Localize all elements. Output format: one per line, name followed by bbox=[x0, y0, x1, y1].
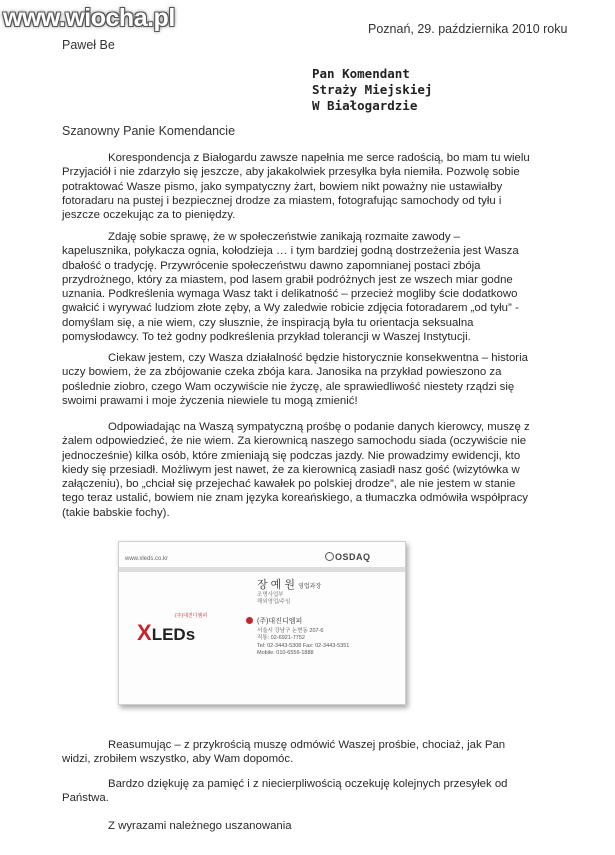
sender-name: Paweł Be bbox=[62, 38, 115, 52]
closing bbox=[62, 819, 546, 833]
card-address: 서울시 강남구 논현동 207-6 bbox=[257, 628, 324, 634]
paragraph-4 bbox=[62, 420, 546, 520]
partner-logo-text: OSDAQ bbox=[335, 552, 371, 562]
text-line: swoimi prawami i moje życzenia niewiele tu mogą zmienić! bbox=[62, 394, 358, 407]
text-line: (takie babskie fochy). bbox=[62, 506, 170, 519]
logo-x: X bbox=[137, 620, 152, 645]
text-line: Korespondencja z Białogardu zawsze napełnia me serce radością, bo mam tu wielu bbox=[108, 152, 530, 164]
text-line: Zdaję sobie sprawę, że w społeczeństwie zanikają rozmaite zawody – bbox=[108, 231, 461, 243]
card-company: (주)대진디엠피 bbox=[257, 618, 303, 625]
text-line: potraktować Wasze pismo, jako sympatyczny żart, bowiem nikt poważny nie ustawiałby bbox=[62, 180, 503, 193]
place-date: Poznań, 29. października 2010 roku bbox=[368, 22, 568, 36]
logo-text: LEDs bbox=[151, 625, 196, 644]
paragraph-2 bbox=[62, 230, 546, 344]
text-line: jednocześnie) kilka osób, które zmieniają się podczas jazdy. Nie prowadzimy ewidencji, kto bbox=[62, 449, 521, 462]
card-phone: 직통: 02-6921-7752 bbox=[257, 635, 305, 642]
partner-logo-icon bbox=[325, 552, 334, 561]
recipient-line: Straży Miejskiej bbox=[312, 82, 433, 97]
card-mobile: Mobile: 010-6556-1888 bbox=[257, 650, 314, 657]
text-line: żalem odpowiedzieć, że nie wiem. Za kierownicą naszego samochodu siada (oczywiście nie bbox=[62, 435, 527, 448]
card-contact-info bbox=[257, 628, 349, 658]
text-line: pomysłodawcy. To też godny podkreślenia przykład tolerancji w Waszej Instytucji. bbox=[62, 331, 471, 344]
text-line: jeszcze oczekując za to pieniędzy. bbox=[62, 209, 236, 222]
text-line: przydrożnego, który za miastem, pod lasem grabił podróżnych jest ze wszech miar godne bbox=[62, 273, 513, 286]
text-line: fotoradaru na pustej i bezpiecznej drodze za miastem, fotografując samochody od tyłu i bbox=[62, 194, 502, 207]
paragraph-5 bbox=[62, 738, 546, 767]
paragraph-1 bbox=[62, 151, 546, 222]
text-line: kapelusznika, połykacza ognia, kołodzieja … i tym bardziej godną dostrzeżenia jest Wasza bbox=[62, 245, 519, 258]
text-line: domyślam się, a nie wiem, czy słusznie, że inspiracją była tu orientacja seksualna bbox=[62, 316, 474, 329]
company-dot-icon bbox=[246, 617, 253, 624]
text-line: Odpowiadając na Waszą sympatyczną prośbę o podanie danych kierowcy, muszę z bbox=[108, 421, 530, 433]
card-name-title: 영업과장 bbox=[298, 584, 322, 590]
text-line: uznania. Podkreślenia wymaga Wasz takt i delikatność – przecież mogliby ście dodatkowo bbox=[62, 288, 518, 301]
card-person-name bbox=[257, 576, 321, 592]
paragraph-3 bbox=[62, 351, 546, 408]
recipient-address bbox=[312, 66, 432, 114]
watermark: www.wiocha.pl bbox=[3, 4, 175, 32]
salutation: Szanowny Panie Komendancie bbox=[62, 124, 236, 138]
text-line: uczy bowiem, że za zbójowanie czeka zbója kara. Janosika na przykład powieszono za bbox=[62, 366, 502, 379]
text-line: dbałość o tradycję. Przywrócenie społeczeństwu dawno zapomnianej postaci zbója bbox=[62, 259, 481, 272]
paragraph-6 bbox=[62, 777, 546, 806]
business-card-image bbox=[118, 541, 406, 705]
closing-text: Z wyrazami należnego uszanowania bbox=[108, 820, 292, 832]
text-line: Państwa. bbox=[62, 792, 109, 805]
text-line: gwałcić i wyrywać ludziom złote zęby, a Wy zaledwie robicie zdjęcia fotoradarem „od tyłu” - bbox=[62, 302, 519, 315]
card-website: www.xleds.co.kr bbox=[125, 556, 169, 562]
card-stripe bbox=[119, 567, 405, 572]
card-tel-fax: Tel: 02-3443-5308 Fax: 02-3443-5351 bbox=[257, 642, 350, 649]
card-name-text: 장 예 원 bbox=[257, 579, 295, 591]
text-line: kiedy się przesiadł. Możliwym jest nawet, że za kierownicą zasiadł nasz gość (wizytówka w bbox=[62, 463, 520, 476]
text-line: Ciekaw jestem, czy Wasza działalność będzie historycznie konsekwentna – historia bbox=[108, 352, 528, 364]
text-line: widzi, zrobiłem wszystko, aby Wam dopomóc. bbox=[62, 753, 294, 766]
text-line: tego teraz ustalić, bowiem nie znam języka koreańskiego, a tłumaczka odmówiła współpracy bbox=[62, 492, 528, 505]
text-line: Reasumując – z przykrością muszę odmówić Waszej prośbie, chociaż, jak Pan bbox=[108, 739, 506, 751]
text-line: Przyjaciół i nie zdarzyło się jeszcze, aby jakakolwiek przesyłka była niemiła. Pozwolę sobie bbox=[62, 166, 520, 179]
recipient-line: W Białogardzie bbox=[312, 98, 418, 113]
xleds-logo bbox=[137, 620, 195, 646]
text-line: załączeniu), bo „chciał się przejechać kawałek po polskiej drodze”, ale nie jestem w stanie bbox=[62, 478, 516, 491]
partner-logo bbox=[325, 552, 371, 562]
recipient-line: Pan Komendant bbox=[312, 66, 410, 81]
text-line: poślednie ziobro, czego Wam oczywiście nie życzę, ale sprawiedliwość niestety rządzi się bbox=[62, 380, 515, 393]
card-dept-line: 해외영업/주임 bbox=[257, 599, 291, 605]
logo-subtext: (주)대진디엠피 bbox=[175, 613, 208, 619]
text-line: Bardzo dziękuję za pamięć i z niecierpliwością oczekuję kolejnych przesyłek od bbox=[108, 778, 508, 790]
card-dept-line: 조명사업부 bbox=[257, 592, 284, 598]
